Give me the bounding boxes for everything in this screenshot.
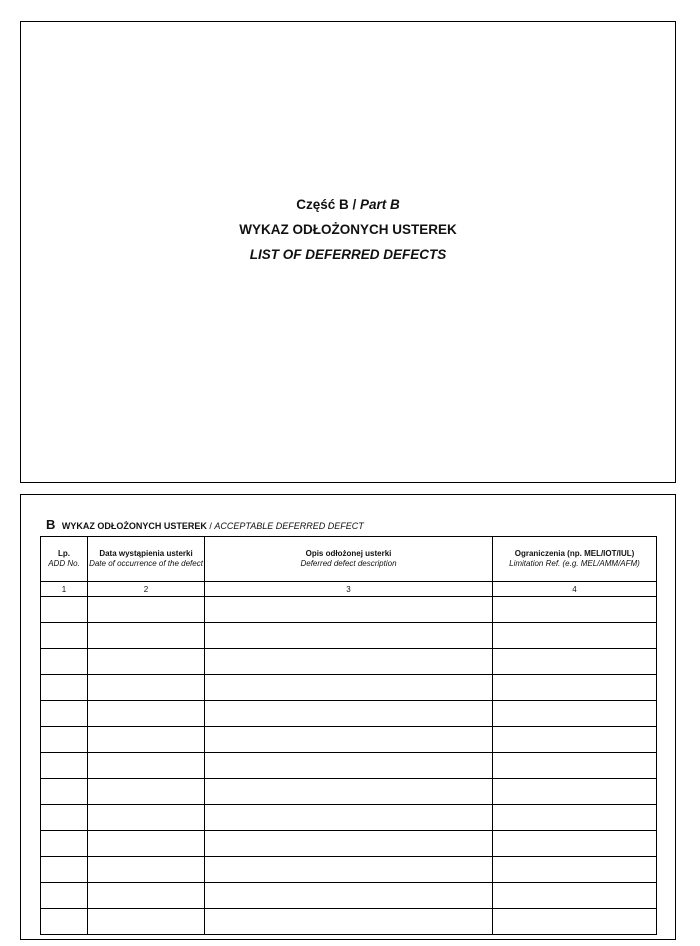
table-row bbox=[41, 857, 657, 883]
date-cell[interactable] bbox=[88, 727, 205, 753]
limitation-cell[interactable] bbox=[493, 727, 657, 753]
description-cell[interactable] bbox=[205, 623, 493, 649]
date-cell[interactable] bbox=[88, 805, 205, 831]
column-header-label-pl: Ograniczenia (np. MEL/IOT/IUL) bbox=[514, 549, 635, 558]
add-no-cell[interactable] bbox=[41, 701, 88, 727]
date-cell[interactable] bbox=[88, 623, 205, 649]
table-row bbox=[41, 805, 657, 831]
limitation-cell[interactable] bbox=[493, 805, 657, 831]
limitation-cell[interactable] bbox=[493, 675, 657, 701]
add-no-cell[interactable] bbox=[41, 753, 88, 779]
table-row bbox=[41, 649, 657, 675]
section-title-separator: / bbox=[206, 521, 215, 531]
description-cell[interactable] bbox=[205, 727, 493, 753]
date-cell[interactable] bbox=[88, 831, 205, 857]
table-row bbox=[41, 597, 657, 623]
table-row bbox=[41, 701, 657, 727]
add-no-cell[interactable] bbox=[41, 805, 88, 831]
column-header-label-pl: Lp. bbox=[58, 549, 70, 558]
limitation-cell[interactable] bbox=[493, 779, 657, 805]
add-no-cell[interactable] bbox=[41, 727, 88, 753]
date-cell[interactable] bbox=[88, 779, 205, 805]
description-cell[interactable] bbox=[205, 675, 493, 701]
limitation-cell[interactable] bbox=[493, 883, 657, 909]
description-cell[interactable] bbox=[205, 909, 493, 935]
table-row bbox=[41, 753, 657, 779]
table-header-row bbox=[41, 537, 657, 582]
description-cell[interactable] bbox=[205, 883, 493, 909]
part-label-en: Part B bbox=[360, 197, 400, 212]
column-header-description bbox=[205, 537, 493, 582]
cover-title-pl: WYKAZ ODŁOŻONYCH USTEREK bbox=[239, 222, 457, 237]
add-no-cell[interactable] bbox=[41, 779, 88, 805]
description-cell[interactable] bbox=[205, 805, 493, 831]
limitation-cell[interactable] bbox=[493, 753, 657, 779]
add-no-cell[interactable] bbox=[41, 857, 88, 883]
column-header-label-en: ADD No. bbox=[48, 559, 80, 568]
description-cell[interactable] bbox=[205, 649, 493, 675]
limitation-cell[interactable] bbox=[493, 623, 657, 649]
limitation-cell[interactable] bbox=[493, 597, 657, 623]
add-no-cell[interactable] bbox=[41, 831, 88, 857]
date-cell[interactable] bbox=[88, 857, 205, 883]
limitation-cell[interactable] bbox=[493, 857, 657, 883]
date-cell[interactable] bbox=[88, 883, 205, 909]
deferred-defects-sheet bbox=[20, 494, 676, 940]
table-row bbox=[41, 623, 657, 649]
column-header-date bbox=[88, 537, 205, 582]
description-cell[interactable] bbox=[205, 857, 493, 883]
add-no-cell[interactable] bbox=[41, 883, 88, 909]
section-heading bbox=[46, 517, 364, 532]
column-header-label-en: Deferred defect description bbox=[300, 559, 397, 568]
add-no-cell[interactable] bbox=[41, 909, 88, 935]
column-number: 2 bbox=[88, 582, 205, 597]
column-header-add-no bbox=[41, 537, 88, 582]
table-row bbox=[41, 909, 657, 935]
column-number: 4 bbox=[493, 582, 657, 597]
column-header-label-pl: Opis odłożonej usterki bbox=[305, 549, 392, 558]
section-title-pl: WYKAZ ODŁOŻONYCH USTEREK bbox=[61, 521, 207, 531]
table-row bbox=[41, 675, 657, 701]
section-title-en: ACCEPTABLE DEFERRED DEFECT bbox=[214, 521, 364, 531]
cover-title-en: LIST OF DEFERRED DEFECTS bbox=[249, 247, 447, 262]
date-cell[interactable] bbox=[88, 675, 205, 701]
add-no-cell[interactable] bbox=[41, 623, 88, 649]
defect-rows bbox=[41, 597, 657, 935]
date-cell[interactable] bbox=[88, 597, 205, 623]
column-header-label-en: Limitation Ref. (e.g. MEL/AMM/AFM) bbox=[509, 559, 640, 568]
column-number: 1 bbox=[41, 582, 88, 597]
limitation-cell[interactable] bbox=[493, 649, 657, 675]
description-cell[interactable] bbox=[205, 701, 493, 727]
part-label-pl: Część B / bbox=[296, 197, 357, 212]
table-row bbox=[41, 883, 657, 909]
column-header-limitation bbox=[493, 537, 657, 582]
section-letter: B bbox=[46, 517, 56, 532]
date-cell[interactable] bbox=[88, 649, 205, 675]
limitation-cell[interactable] bbox=[493, 701, 657, 727]
column-header-label-en: Date of occurrence of the defect bbox=[89, 559, 203, 568]
table-row bbox=[41, 831, 657, 857]
table-row bbox=[41, 779, 657, 805]
date-cell[interactable] bbox=[88, 701, 205, 727]
description-cell[interactable] bbox=[205, 779, 493, 805]
description-cell[interactable] bbox=[205, 753, 493, 779]
table-row bbox=[41, 727, 657, 753]
add-no-cell[interactable] bbox=[41, 597, 88, 623]
limitation-cell[interactable] bbox=[493, 831, 657, 857]
add-no-cell[interactable] bbox=[41, 649, 88, 675]
column-header-label-pl: Data wystąpienia usterki bbox=[99, 549, 193, 558]
date-cell[interactable] bbox=[88, 753, 205, 779]
description-cell[interactable] bbox=[205, 597, 493, 623]
date-cell[interactable] bbox=[88, 909, 205, 935]
limitation-cell[interactable] bbox=[493, 909, 657, 935]
column-number: 3 bbox=[205, 582, 493, 597]
cover-title-block bbox=[21, 192, 675, 267]
description-cell[interactable] bbox=[205, 831, 493, 857]
deferred-defects-table bbox=[40, 536, 657, 935]
cover-page bbox=[20, 21, 676, 483]
part-label bbox=[21, 192, 675, 217]
column-number-row bbox=[41, 582, 657, 597]
add-no-cell[interactable] bbox=[41, 675, 88, 701]
